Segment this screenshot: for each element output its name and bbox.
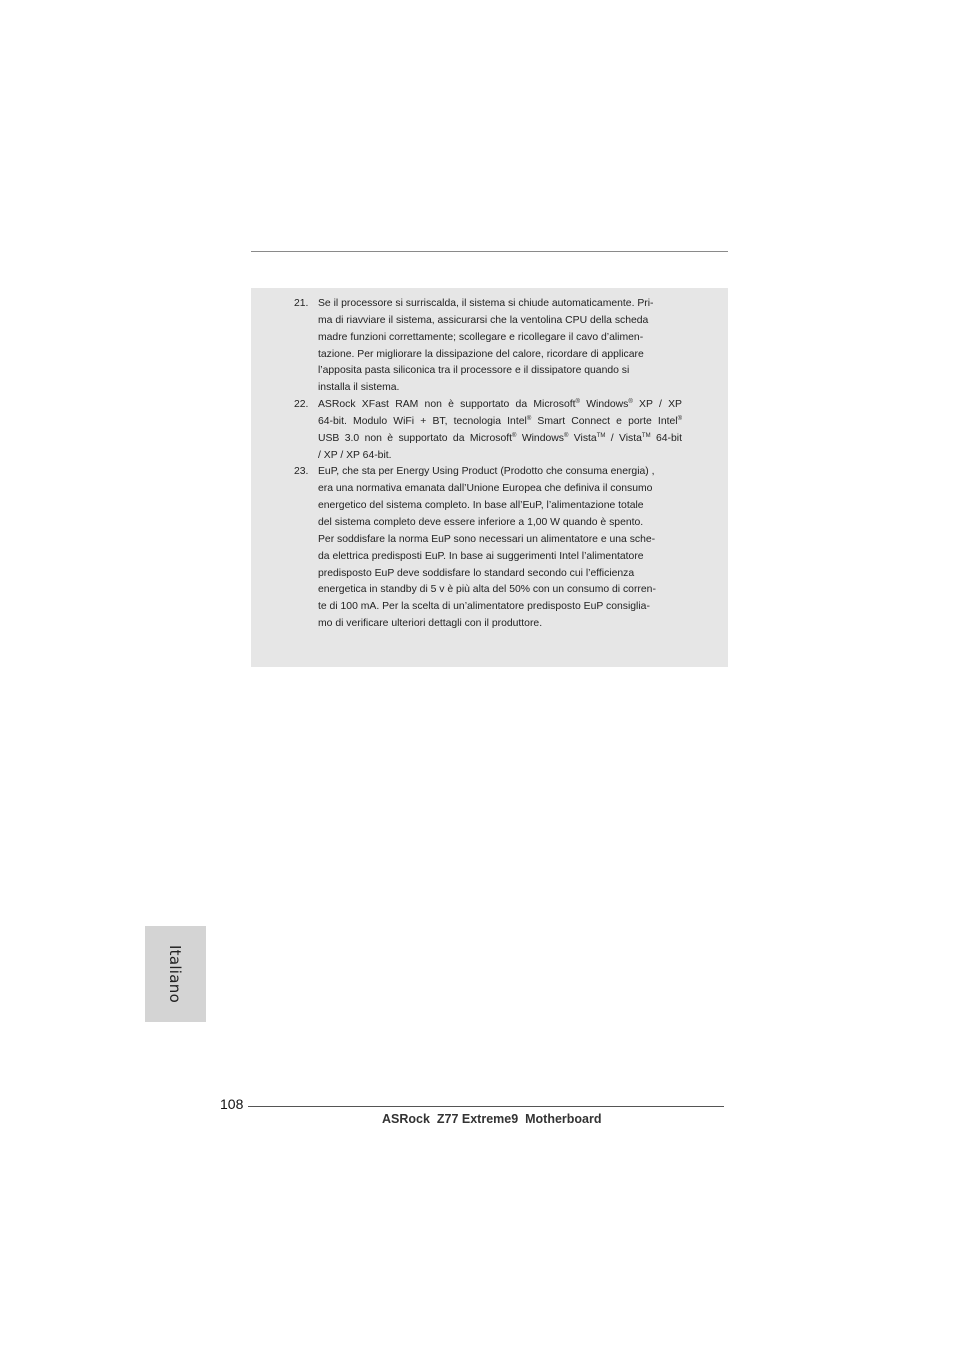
note-text: Windows (579, 399, 629, 411)
note-23 (251, 464, 728, 632)
note-22 (251, 397, 728, 464)
notes-list (251, 296, 728, 633)
note-line: / XP / XP 64-bit. (318, 449, 392, 461)
note-line: EuP, che sta per Energy Using Product (Prodotto che consuma energia) , (318, 466, 655, 478)
trademark-mark: TM (641, 432, 651, 439)
registered-mark: ® (512, 432, 517, 439)
note-number: 21. (294, 298, 309, 309)
note-text: Windows (516, 432, 564, 444)
footer-title: ASRock Z77 Extreme9 Motherboard (382, 1112, 602, 1126)
language-tab-label: Italiano (166, 944, 184, 1004)
note-text: 64-bit. Modulo WiFi + BT, tecnologia Intel (318, 415, 527, 427)
note-line: te di 100 mA. Per la scelta di un’alimentatore predisposto EuP consiglia- (318, 601, 650, 613)
note-line: ma di riavviare il sistema, assicurarsi che la ventolina CPU della scheda (318, 314, 649, 326)
registered-mark: ® (677, 415, 682, 422)
note-text: ASRock XFast RAM non è supportato da Microsoft (318, 399, 576, 411)
note-line: madre funzioni correttamente; scollegare e ricollegare il cavo d’alimen- (318, 331, 644, 343)
note-text: 64-bit (650, 432, 682, 444)
note-line: installa il sistema. (318, 382, 400, 394)
note-text: / Vista (605, 432, 642, 444)
note-line: Per soddisfare la norma EuP sono necessari un alimentatore e una sche- (318, 533, 656, 545)
note-text: Vista (568, 432, 597, 444)
note-number: 22. (294, 399, 309, 411)
note-line (318, 397, 682, 414)
note-line: era una normativa emanata dall’Unione Europea che definiva il consumo (318, 483, 653, 495)
note-line: mo di verificare ulteriori dettagli con il produttore. (318, 618, 543, 630)
note-text: XP / XP (632, 399, 682, 411)
language-tab (145, 926, 206, 1022)
note-text: Smart Connect e porte Intel (531, 415, 678, 427)
footer-divider (248, 1106, 724, 1107)
note-line: da elettrica predisposti EuP. In base ai suggerimenti Intel l’alimentatore (318, 550, 644, 562)
registered-mark: ® (628, 399, 633, 406)
registered-mark: ® (575, 399, 580, 406)
note-line: l’apposita pasta siliconica tra il processore e il dissipatore quando si (318, 365, 630, 377)
note-line: energetica in standby di 5 v è più alta del 50% con un consumo di corren- (318, 584, 656, 596)
notes-box (251, 288, 728, 667)
note-21 (251, 296, 728, 397)
note-line: del sistema completo deve essere inferiore a 1,00 W quando è spento. (318, 516, 644, 528)
note-line: energetico del sistema completo. In base all’EuP, l’alimentazione totale (318, 500, 644, 512)
top-divider (251, 251, 728, 252)
note-number: 23. (294, 466, 309, 478)
registered-mark: ® (526, 415, 532, 422)
note-line: tazione. Per migliorare la dissipazione del calore, ricordare di applicare (318, 348, 644, 360)
note-line: predisposto EuP deve soddisfare lo standard secondo cui l’efficienza (318, 567, 635, 579)
registered-mark: ® (563, 432, 569, 439)
note-text: USB 3.0 non è supportato da Microsoft (318, 432, 513, 444)
note-line: Se il processore si surriscalda, il sistema si chiude automaticamente. Pri- (318, 298, 654, 309)
trademark-mark: TM (596, 432, 606, 439)
note-line (318, 414, 682, 431)
page-number: 108 (220, 1096, 244, 1112)
note-line (318, 431, 682, 448)
